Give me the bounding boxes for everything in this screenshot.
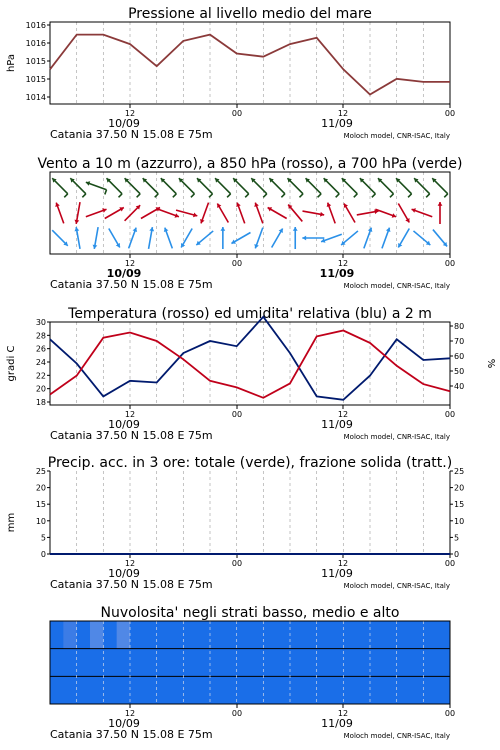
wind-arrow-barb [191,194,195,198]
time-tick-label: 00 [444,259,456,268]
wind-arrow-barb [64,194,68,198]
wind-arrow-barb [336,194,340,198]
time-tick-label: 00 [444,410,456,419]
cloud-cell [130,649,144,677]
wind-arrow-barb [209,194,213,198]
location-label: Catania 37.50 N 15.08 E 75m [50,128,213,141]
time-tick-label: 12 [124,410,136,419]
precip-y-tick-label: 10 [35,516,46,526]
time-tick-label: 00 [231,559,243,568]
wind-arrow [200,203,208,224]
pressure-y-tick-label: 1015 [25,75,46,84]
wind-arrow [52,230,68,246]
wind-arrow [360,178,376,197]
wind-arrow-barb [119,194,123,198]
precip-y-right-tick-label: 10 [454,516,465,526]
time-tick-label: 12 [124,559,136,568]
time-tick-label: 12 [337,259,349,268]
wind-arrow [125,178,141,197]
wind-arrow-barb [318,194,322,198]
wind-arrow-barb [354,194,358,198]
cloud-cell [183,649,197,677]
wind-arrow [236,203,244,224]
wind-arrow [220,227,225,249]
wind-arrow [303,211,325,217]
rh-y-tick-label: 80 [454,322,465,331]
location-label: Catania 37.50 N 15.08 E 75m [50,429,213,442]
wind-arrow [158,209,179,217]
cloud-cell [317,621,331,649]
wind-arrow [52,178,68,197]
cloud-cell [103,676,117,704]
wind-arrow [125,205,141,221]
cloud-cell [330,676,344,704]
cloud-cell [77,676,91,704]
date-label: 11/09 [321,567,353,580]
wind-arrow [179,178,195,197]
cloud-cell [103,649,117,677]
cloud-cell [277,676,291,704]
cloud-cell [263,676,277,704]
rh-y-tick-label: 60 [454,352,465,361]
cloud-cell [303,676,317,704]
wind-arrow [164,228,172,249]
cloud-cell [183,676,197,704]
cloud-cell [143,676,157,704]
precip-y-right-tick-label: 5 [454,533,460,543]
cloud-cell [357,621,371,649]
time-tick-label: 12 [337,109,349,118]
cloud-cell [157,649,171,677]
cloud-cell [170,676,184,704]
cloud-cell [130,676,144,704]
temp-y-tick-label: 22 [35,371,46,381]
time-tick-label: 00 [231,709,243,718]
pressure-y-tick-label: 1015 [25,57,46,66]
wind-arrow [438,202,443,224]
panel-title: Precip. acc. in 3 ore: totale (verde), frazione solida (tratt.) [47,455,453,471]
wind-arrow [254,203,262,224]
cloud-cell [143,621,157,649]
cloud-cell [237,649,251,677]
time-tick-label: 12 [124,709,136,718]
cloud-cell [197,676,211,704]
cloud-cell [290,649,304,677]
panel-title: Nuvolosita' negli strati basso, medio e alto [100,605,400,621]
cloud-cell [410,621,424,649]
cloud-cell [90,649,104,677]
time-tick-label: 12 [124,109,136,118]
time-tick-label: 12 [124,259,136,268]
wind-arrow [181,228,192,247]
wind-arrow [433,230,447,247]
model-label: Moloch model, CNR-ISAC, Italy [343,433,450,441]
wind-arrow-barb [444,194,448,198]
cloud-cell [77,649,91,677]
cloud-cell [63,649,77,677]
wind-arrow-barb [137,194,141,198]
wind-arrow [143,178,159,197]
wind-arrow [74,202,80,224]
cloud-cell [317,649,331,677]
cloud-cell [143,649,157,677]
time-tick-label: 00 [444,109,456,118]
wind-arrow [293,227,298,249]
wind-arrow [231,233,250,244]
temp-y-tick-label: 26 [35,344,46,354]
plot-frame [50,22,450,104]
wind-arrow [382,228,390,249]
wind-arrow [287,178,303,197]
cloud-cell [437,621,451,649]
wind-arrow [272,228,283,247]
cloud-cell [117,676,131,704]
cloud-cell [197,621,211,649]
date-label: 10/09 [108,717,140,730]
model-label: Moloch model, CNR-ISAC, Italy [343,732,450,740]
panel-title: Vento a 10 m (azzurro), a 850 hPa (rosso), a 700 hPa (verde) [37,156,463,172]
plot-frame [50,172,450,254]
cloud-cell [303,621,317,649]
date-label: 11/09 [321,117,353,130]
wind-arrow-barb [299,194,303,198]
cloud-cell [383,649,397,677]
cloud-cell [210,649,224,677]
panel-clouds [50,605,455,741]
cloud-cell [290,676,304,704]
pressure-y-tick-label: 1014 [25,93,46,102]
wind-arrow-barb [245,194,249,198]
cloud-cell [397,621,411,649]
model-label: Moloch model, CNR-ISAC, Italy [343,282,450,290]
cloud-cell [223,621,237,649]
wind-arrow [197,178,213,197]
wind-arrow [412,208,433,216]
y-axis-right-label: % [485,358,496,369]
precip-y-right-tick-label: 0 [454,550,460,559]
cloud-cell [223,676,237,704]
cloud-cell [157,676,171,704]
wind-arrow [396,178,412,197]
wind-arrow-head [220,227,225,231]
cloud-cell [117,621,131,649]
date-label: 10/09 [108,567,140,580]
cloud-cell [237,676,251,704]
cloud-cell [370,621,384,649]
cloud-cell [410,649,424,677]
cloud-cell [117,649,131,677]
temp-y-tick-label: 24 [35,358,46,367]
wind-arrow [141,207,160,218]
cloud-cell [370,676,384,704]
time-tick-label: 12 [337,559,349,568]
model-label: Moloch model, CNR-ISAC, Italy [343,582,450,590]
cloud-cell [250,621,264,649]
wind-arrow [344,203,355,222]
wind-arrow [269,178,285,197]
wind-arrow-head [438,202,443,206]
wind-arrow [342,178,358,197]
rh-y-tick-label: 50 [454,367,465,376]
wind-arrow [398,228,409,247]
cloud-cell [250,676,264,704]
wind-arrow-barb [173,194,177,198]
cloud-cell [170,649,184,677]
cloud-cell [90,621,104,649]
cloud-cell [383,676,397,704]
precip-y-right-tick-label: 15 [454,500,465,510]
time-tick-label: 00 [444,709,456,718]
wind-arrow [217,203,228,222]
y-axis-label: mm [6,512,17,533]
time-tick-label: 00 [231,109,243,118]
cloud-cell [343,676,357,704]
temp-y-tick-label: 28 [35,331,46,341]
time-tick-label: 00 [231,410,243,419]
cloud-cell [317,676,331,704]
cloud-cell [210,676,224,704]
wind-arrow [414,178,430,197]
humidity-line [50,317,450,400]
rh-y-tick-label: 70 [454,337,465,346]
wind-arrow [327,203,335,224]
cloud-cell [263,649,277,677]
date-label: 10/09 [108,418,140,431]
cloud-cell [277,649,291,677]
date-label: 11/09 [319,267,355,280]
model-label: Moloch model, CNR-ISAC, Italy [343,132,450,140]
wind-arrow [105,207,124,218]
wind-arrow [375,209,396,217]
panel-precip [6,455,464,591]
wind-arrow [109,228,120,247]
temp-y-tick-label: 18 [35,398,46,407]
wind-arrow-barb [82,194,86,198]
wind-arrow-barb [408,194,412,198]
cloud-cell [130,621,144,649]
wind-arrow-barb [372,194,376,198]
wind-arrow [176,210,197,217]
wind-arrow-barb [227,194,231,198]
precip-y-tick-label: 20 [35,483,46,493]
cloud-cell [63,621,77,649]
cloud-cell [263,621,277,649]
wind-arrow [107,178,123,197]
wind-arrow-barb [426,194,430,198]
cloud-cell [423,621,437,649]
precip-y-right-tick-label: 25 [454,467,465,476]
cloud-cell [423,676,437,704]
wind-arrow [302,236,324,241]
y-axis-label: gradi C [6,345,17,382]
cloud-cell [343,621,357,649]
panel-title: Pressione al livello medio del mare [128,6,372,22]
panel-title: Temperatura (rosso) ed umidita' relativa (blu) a 2 m [68,306,432,322]
wind-arrow-barb [263,194,267,198]
rh-y-tick-label: 40 [454,382,465,391]
date-label: 11/09 [321,418,353,431]
precip-y-right-tick-label: 20 [454,483,465,493]
cloud-cell [210,621,224,649]
cloud-cell [357,649,371,677]
cloud-cell [50,649,64,677]
wind-arrow [288,205,302,222]
wind-arrow [432,178,448,197]
wind-arrow [378,178,394,197]
cloud-cell [50,676,64,704]
wind-arrow-barb [281,194,285,198]
cloud-cell [237,621,251,649]
wind-arrow [149,227,155,249]
cloud-cell [437,649,451,677]
wind-arrow [364,228,372,249]
cloud-cell [330,621,344,649]
wind-arrow [306,178,322,197]
y-axis-label: hPa [6,53,17,73]
cloud-cell [250,649,264,677]
cloud-cell [370,649,384,677]
time-tick-label: 12 [337,709,349,718]
wind-arrow [215,178,231,197]
wind-arrow-head [293,227,298,231]
precip-y-tick-label: 5 [40,533,46,543]
cloud-cell [330,649,344,677]
pressure-line [50,35,450,95]
temp-y-tick-label: 20 [35,384,46,394]
cloud-cell [357,676,371,704]
wind-arrow [254,228,262,249]
cloud-cell [77,621,91,649]
wind-arrow-head [302,236,306,241]
cloud-cell [50,621,64,649]
cloud-cell [397,649,411,677]
cloud-cell [290,621,304,649]
wind-arrow [70,178,86,197]
date-label: 10/09 [108,117,140,130]
time-tick-label: 00 [444,559,456,568]
cloud-cell [397,676,411,704]
precip-y-tick-label: 25 [35,467,46,476]
time-tick-label: 12 [337,410,349,419]
cloud-cell [63,676,77,704]
cloud-cell [437,676,451,704]
wind-arrow-barb [390,194,394,198]
time-tick-label: 00 [231,259,243,268]
cloud-cell [183,621,197,649]
cloud-cell [277,621,291,649]
wind-arrow [233,178,249,197]
date-label: 10/09 [106,267,142,280]
location-label: Catania 37.50 N 15.08 E 75m [50,578,213,591]
cloud-cell [410,676,424,704]
cloud-cell [383,621,397,649]
wind-arrow [268,207,287,218]
pressure-y-tick-label: 1016 [25,21,46,30]
cloud-cell [103,621,117,649]
panel-temperature [6,306,496,442]
panel-pressure [6,6,455,141]
cloud-cell [197,649,211,677]
cloud-cell [90,676,104,704]
cloud-cell [170,621,184,649]
wind-arrow [93,227,99,249]
wind-arrow [357,209,379,215]
wind-arrow [324,178,340,197]
cloud-cell [343,649,357,677]
wind-arrow [55,203,63,224]
wind-arrow [74,227,80,249]
wind-arrow [161,178,177,197]
date-label: 11/09 [321,717,353,730]
wind-arrow [413,231,430,245]
panel-wind [37,156,462,291]
precip-y-tick-label: 15 [35,500,46,510]
pressure-y-tick-label: 1016 [25,39,46,48]
wind-arrow [398,203,409,222]
cloud-cell [157,621,171,649]
wind-arrow [196,231,213,245]
temperature-line [50,331,450,398]
cloud-cell [223,649,237,677]
location-label: Catania 37.50 N 15.08 E 75m [50,278,213,291]
cloud-cell [303,649,317,677]
cloud-cell [423,649,437,677]
precip-y-tick-label: 0 [40,550,46,559]
temp-y-tick-label: 30 [35,318,46,327]
wind-arrow-barb [105,190,107,195]
wind-arrow [251,178,267,197]
location-label: Catania 37.50 N 15.08 E 75m [50,728,213,741]
